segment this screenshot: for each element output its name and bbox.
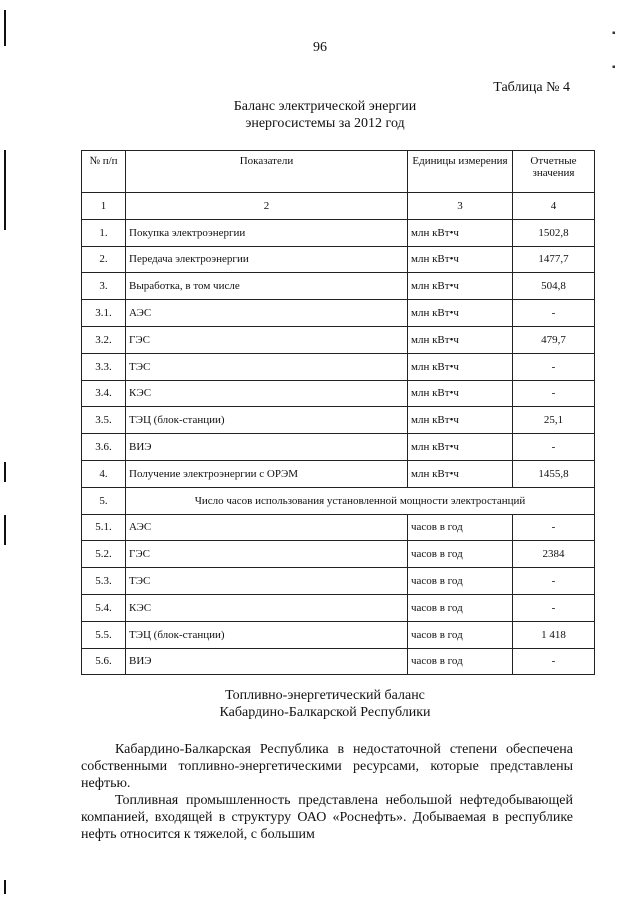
section5-num: 5. xyxy=(82,487,126,514)
header-num: № п/п xyxy=(82,151,126,193)
scan-margin-mark xyxy=(4,515,6,545)
table-row xyxy=(82,407,595,434)
row-unit: часов в год xyxy=(408,568,513,595)
row-indicator: Передача электроэнергии xyxy=(126,246,408,273)
paragraph: Кабардино-Балкарская Республика в недостаточной степени обеспечена собственными топливно-энергетическими ресурсами, которые представлены нефтью. xyxy=(81,742,573,791)
column-numbers-row xyxy=(82,193,595,220)
row-num: 3.2. xyxy=(82,326,126,353)
scan-margin-mark xyxy=(4,462,6,482)
energy-balance-table xyxy=(81,150,595,675)
row-indicator: КЭС xyxy=(126,380,408,407)
row-num: 3. xyxy=(82,273,126,300)
row-indicator: ТЭС xyxy=(126,353,408,380)
row-num: 3.6. xyxy=(82,434,126,461)
row-num: 5.1. xyxy=(82,514,126,541)
row-indicator: ТЭЦ (блок-станции) xyxy=(126,621,408,648)
table-row xyxy=(82,541,595,568)
section-heading xyxy=(0,687,640,721)
row-value: 25,1 xyxy=(513,407,595,434)
row-indicator: ВИЭ xyxy=(126,434,408,461)
row-indicator: Выработка, в том числе xyxy=(126,273,408,300)
row-value: - xyxy=(513,300,595,327)
row-unit: млн кВт•ч xyxy=(408,407,513,434)
section-heading-line1: Топливно-энергетический баланс xyxy=(225,688,425,703)
row-num: 5.6. xyxy=(82,648,126,675)
section5-title: Число часов использования установленной мощности электростанций xyxy=(126,487,595,514)
row-unit: млн кВт•ч xyxy=(408,246,513,273)
row-unit: млн кВт•ч xyxy=(408,326,513,353)
row-indicator: ТЭЦ (блок-станции) xyxy=(126,407,408,434)
row-num: 3.1. xyxy=(82,300,126,327)
row-value: - xyxy=(513,568,595,595)
row-unit: млн кВт•ч xyxy=(408,460,513,487)
table-row xyxy=(82,568,595,595)
row-unit: млн кВт•ч xyxy=(408,273,513,300)
table-row xyxy=(82,246,595,273)
table-row xyxy=(82,594,595,621)
row-indicator: КЭС xyxy=(126,594,408,621)
header-unit: Единицы измерения xyxy=(408,151,513,193)
table-row xyxy=(82,273,595,300)
row-unit: часов в год xyxy=(408,514,513,541)
row-value: 1502,8 xyxy=(513,219,595,246)
scan-speck: ▪ xyxy=(612,28,616,39)
row-indicator: ТЭС xyxy=(126,568,408,595)
row-value: - xyxy=(513,380,595,407)
row-num: 3.3. xyxy=(82,353,126,380)
row-value: - xyxy=(513,514,595,541)
row-num: 5.3. xyxy=(82,568,126,595)
row-value: - xyxy=(513,353,595,380)
row-num: 3.4. xyxy=(82,380,126,407)
row-value: 1455,8 xyxy=(513,460,595,487)
row-value: 2384 xyxy=(513,541,595,568)
row-num: 1. xyxy=(82,219,126,246)
row-num: 5.2. xyxy=(82,541,126,568)
paragraph: Топливная промышленность представлена небольшой нефтедобывающей компанией, входящей в структуру ОАО «Роснефть». Добываемая в республике нефть относится к тяжелой, с большим xyxy=(81,793,573,842)
row-unit: часов в год xyxy=(408,594,513,621)
row-value: 504,8 xyxy=(513,273,595,300)
col-number: 1 xyxy=(82,193,126,220)
body-text xyxy=(81,741,573,843)
row-indicator: АЭС xyxy=(126,300,408,327)
header-value: Отчетные значения xyxy=(513,151,595,193)
row-value: 1 418 xyxy=(513,621,595,648)
table-row xyxy=(82,648,595,675)
row-unit: млн кВт•ч xyxy=(408,219,513,246)
scan-margin-mark xyxy=(4,150,6,230)
section-row xyxy=(82,487,595,514)
table-title-line2: энергосистемы за 2012 год xyxy=(245,116,405,131)
table-row xyxy=(82,300,595,327)
page-number: 96 xyxy=(313,40,327,55)
table-title-line1: Баланс электрической энергии xyxy=(233,99,417,114)
row-value: - xyxy=(513,594,595,621)
row-unit: часов в год xyxy=(408,541,513,568)
scan-speck: ▪ xyxy=(612,62,616,73)
row-unit: млн кВт•ч xyxy=(408,300,513,327)
row-num: 3.5. xyxy=(82,407,126,434)
table-row xyxy=(82,460,595,487)
table-row xyxy=(82,219,595,246)
row-unit: млн кВт•ч xyxy=(408,434,513,461)
table-row xyxy=(82,621,595,648)
table-label: Таблица № 4 xyxy=(493,80,570,95)
section-heading-line2: Кабардино-Балкарской Республики xyxy=(219,705,431,720)
col-number: 4 xyxy=(513,193,595,220)
row-value: - xyxy=(513,648,595,675)
row-indicator: ВИЭ xyxy=(126,648,408,675)
row-num: 2. xyxy=(82,246,126,273)
col-number: 3 xyxy=(408,193,513,220)
table-row xyxy=(82,326,595,353)
row-indicator: ГЭС xyxy=(126,326,408,353)
col-number: 2 xyxy=(126,193,408,220)
scan-margin-mark xyxy=(4,880,6,894)
row-indicator: ГЭС xyxy=(126,541,408,568)
row-num: 5.5. xyxy=(82,621,126,648)
row-value: 479,7 xyxy=(513,326,595,353)
table-title xyxy=(0,98,640,132)
table-row xyxy=(82,353,595,380)
row-unit: млн кВт•ч xyxy=(408,353,513,380)
row-indicator: Получение электроэнергии с ОРЭМ xyxy=(126,460,408,487)
row-unit: часов в год xyxy=(408,621,513,648)
row-value: - xyxy=(513,434,595,461)
row-num: 5.4. xyxy=(82,594,126,621)
row-unit: млн кВт•ч xyxy=(408,380,513,407)
row-num: 4. xyxy=(82,460,126,487)
table-row xyxy=(82,434,595,461)
row-indicator: Покупка электроэнергии xyxy=(126,219,408,246)
row-unit: часов в год xyxy=(408,648,513,675)
table-row xyxy=(82,380,595,407)
row-indicator: АЭС xyxy=(126,514,408,541)
table-row xyxy=(82,514,595,541)
header-indicator: Показатели xyxy=(126,151,408,193)
row-value: 1477,7 xyxy=(513,246,595,273)
